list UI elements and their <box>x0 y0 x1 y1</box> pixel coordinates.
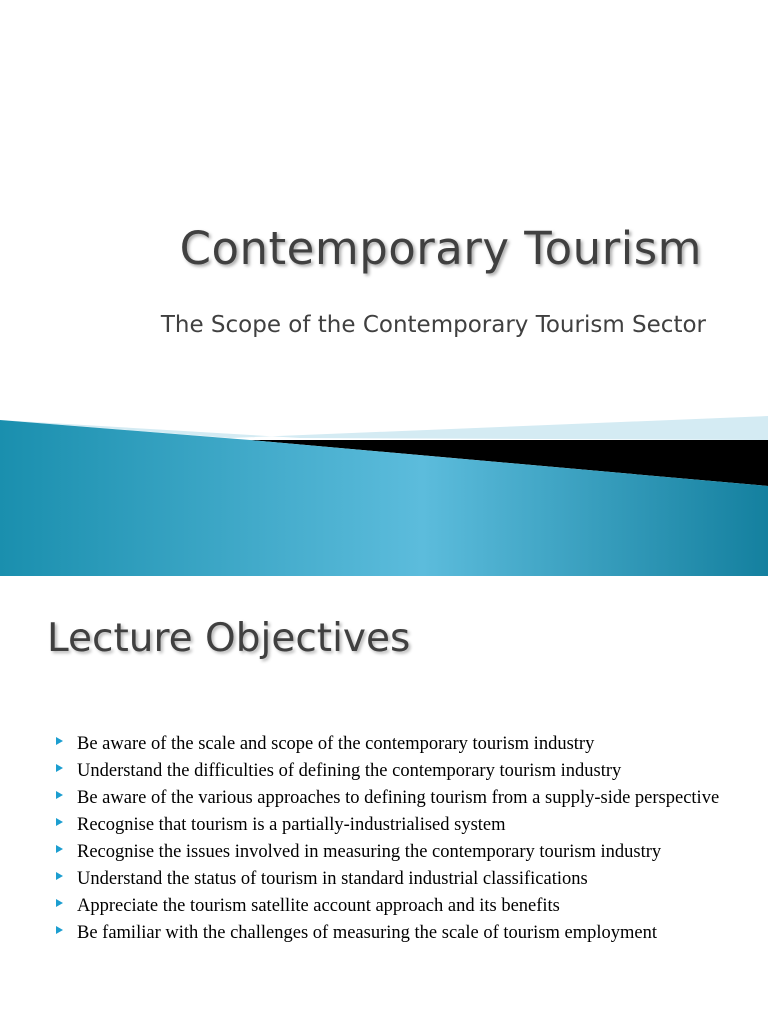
bullet-arrow-icon <box>56 791 63 799</box>
list-item-text: Recognise that tourism is a partially-industrialised system <box>77 815 506 835</box>
list-item <box>56 841 721 864</box>
list-item-text: Be familiar with the challenges of measuring the scale of tourism employment <box>77 923 658 943</box>
list-item-text: Be aware of the scale and scope of the contemporary tourism industry <box>77 734 595 754</box>
list-item-text: Recognise the issues involved in measuring the contemporary tourism industry <box>77 842 662 862</box>
bullet-arrow-icon <box>56 926 63 934</box>
list-item <box>56 760 721 783</box>
bullet-arrow-icon <box>56 899 63 907</box>
list-item <box>56 922 721 945</box>
list-item <box>56 895 721 918</box>
slide-title: Contemporary Tourism <box>179 222 702 275</box>
bullet-arrow-icon <box>56 737 63 745</box>
list-item-text: Be aware of the various approaches to defining tourism from a supply-side perspective <box>77 788 720 808</box>
bullet-arrow-icon <box>56 845 63 853</box>
list-item <box>56 787 721 810</box>
list-item-text: Understand the difficulties of defining the contemporary tourism industry <box>77 761 622 781</box>
decorative-wave-band <box>0 412 768 576</box>
list-item-text: Appreciate the tourism satellite account approach and its benefits <box>77 896 560 916</box>
list-item <box>56 733 721 756</box>
bullet-arrow-icon <box>56 818 63 826</box>
bullet-arrow-icon <box>56 872 63 880</box>
bullet-arrow-icon <box>56 764 63 772</box>
list-item <box>56 814 721 837</box>
slide-heading: Lecture Objectives <box>47 616 411 661</box>
objectives-list <box>56 733 721 949</box>
objectives-slide <box>0 578 768 1024</box>
list-item-text: Understand the status of tourism in standard industrial classifications <box>77 869 588 889</box>
list-item <box>56 868 721 891</box>
slide-subtitle: The Scope of the Contemporary Tourism Sector <box>160 312 706 338</box>
